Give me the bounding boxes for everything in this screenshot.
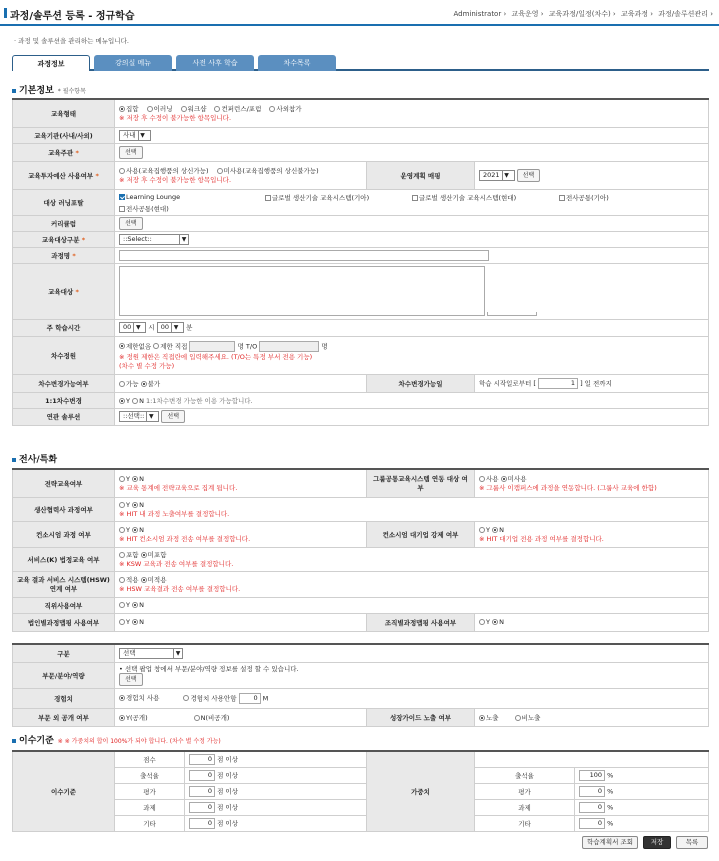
quota-label: 차수정원 <box>13 336 115 374</box>
consortium-note: ※ HIT 컨소시엄 과정 전송 여부를 결정합니다. <box>119 534 251 543</box>
radio-consortium-y[interactable] <box>119 527 125 533</box>
change-days-input[interactable]: 1 <box>538 378 578 389</box>
field-label: 부문/분야/역량 <box>13 662 115 688</box>
radio-quota-limited[interactable] <box>153 343 159 349</box>
chevron-down-icon: ▼ <box>179 235 188 244</box>
weight-eval-label: 평가 <box>475 783 575 799</box>
radio-hsw-noapply[interactable] <box>141 577 147 583</box>
chevron-down-icon: ▼ <box>138 131 147 140</box>
strategic-label: 전략교육여부 <box>13 469 115 497</box>
related-solution-label: 연관 솔루션 <box>13 408 115 425</box>
year-select[interactable]: 2021 ▼ <box>479 170 515 181</box>
related-solution-button[interactable]: 선택 <box>161 410 185 423</box>
page-header <box>0 0 719 26</box>
page-title: 과정/솔루션 등록 - 정규학습 <box>10 11 135 22</box>
target-label: 교육대상 * <box>13 263 115 319</box>
weight-attendance-input[interactable]: 100 <box>579 770 605 781</box>
radio-public-n[interactable] <box>194 715 200 721</box>
target-textarea[interactable] <box>119 266 485 316</box>
radio-duty-n[interactable] <box>132 602 138 608</box>
plan-mapping-label: 운영계획 매핑 <box>367 161 475 189</box>
section-completion-title: 이수기준 ※ ※ 가중치의 합이 100%가 되야 합니다. (차수 별 수정 가능) <box>12 733 221 746</box>
radio-corp-y[interactable] <box>119 619 125 625</box>
radio-consortium-n[interactable] <box>132 527 138 533</box>
section-bullet <box>12 89 16 93</box>
study-plan-button[interactable]: 학습계획서 조회 <box>582 836 638 849</box>
quota-to-input[interactable] <box>259 341 319 352</box>
strategic-note: ※ 교육 통계에 전략교육으로 집계 됩니다. <box>119 483 238 492</box>
radio-strategic-n[interactable] <box>132 476 138 482</box>
radio-group-ed[interactable] <box>119 106 125 112</box>
radio-consortium-big-y[interactable] <box>479 527 485 533</box>
radio-guide-show[interactable] <box>479 715 485 721</box>
completion-note: ※ ※ 가중치의 합이 100%가 되야 합니다. (차수 별 수정 가능) <box>57 738 221 745</box>
weekly-hours-label: 주 학습시간 <box>13 319 115 336</box>
target-class-select[interactable]: ::Select:: ▼ <box>119 234 189 245</box>
corp-mapping-label: 법인별과정맵핑 사용여부 <box>13 613 115 631</box>
section-special-title: 전사/특화 <box>12 452 57 465</box>
radio-public-y[interactable] <box>119 715 125 721</box>
radio-hsw-apply[interactable] <box>119 577 125 583</box>
breadcrumb-item[interactable]: 교육운영 <box>511 10 539 18</box>
radio-1to1-yes[interactable] <box>119 398 125 404</box>
criteria-task-input[interactable]: 0 <box>189 802 215 813</box>
weight-eval-input[interactable]: 0 <box>579 786 605 797</box>
production-label: 생산협력사 과정여부 <box>13 497 115 521</box>
special-table: 전략교육여부 Y N ※ 교육 통계에 전략교육으로 집계 됩니다. 그룹공통교육시스템 연동 대상 여부 사용 미사용 ※ 그룹사 이캠퍼스에 과정을 연동합니다. (그룹사 교육에 한함) 생산협력사 과정여부 Y N ※ HIT 내 과정 노출여부를 결정합니다. 컨소시엄 과정 여부 Y N ※ HIT 컨소시엄 과정 전송 여부를 결정합니다. 컨소시엄 대기업 강제 여부 Y N ※ HIT 대기업 전용 과정 여부를 결정합니다. 서비스(K) 법정교육 여부 포함 미포함 ※ KSW 교육과 전송 여부를 결정합니다. 교육 결과 서비스 시스템(HSW) 연계 여부 적용 미적용 ※ HSW 교육결과 전송 여부를 결정합니다. 직위사용여부 Y N 법인별과정맵핑 사용여부 Y N 조직별과정맵핑 사용여부 Y N <box>12 468 709 632</box>
ksw-label: 서비스(K) 법정교육 여부 <box>13 547 115 571</box>
weight-etc-label: 기타 <box>475 815 575 831</box>
criteria-score-label: 점수 <box>115 751 185 767</box>
radio-change-no[interactable] <box>141 381 147 387</box>
weight-etc-input[interactable]: 0 <box>579 818 605 829</box>
checkbox-global-hyundai[interactable] <box>412 195 418 201</box>
radio-conference[interactable] <box>214 106 220 112</box>
target-extra-input[interactable] <box>487 312 537 316</box>
group-label: 그룹공통교육시스템 연동 대상 여부 <box>367 469 475 497</box>
completion-table: 이수기준 점수 0 점 이상 가중치 출석율 0 점 이상 출석율 100 % 평가 0 점 이상 평가 0 % 과제 0 점 이상 과제 0 % 기타 0 점 이상 기타 0 % <box>12 750 709 832</box>
criteria-attendance-input[interactable]: 0 <box>189 770 215 781</box>
one-to-one-label: 1:1차수변경 <box>13 392 115 408</box>
breadcrumb: Administrator › 교육운영 › 교육과정/일정(차수) › 교육과정 › 과정/솔루션관리 › <box>453 10 713 18</box>
checkbox-common-hyundai[interactable] <box>119 206 125 212</box>
chevron-down-icon: ▼ <box>502 171 511 180</box>
hsw-label: 교육 결과 서비스 시스템(HSW) 연계 여부 <box>13 571 115 597</box>
section-bullet <box>12 739 16 743</box>
guide-label: 성장가이드 노출 여부 <box>367 708 475 726</box>
required-note: * 필수항목 <box>57 88 86 95</box>
course-name-label: 과정명 * <box>13 247 115 263</box>
invest-note: ※ 저장 후 수정이 불가능한 항목입니다. <box>119 176 232 184</box>
breadcrumb-item[interactable]: 교육과정/일정(차수) <box>548 10 611 18</box>
checkbox-learning-lounge[interactable] <box>119 194 125 200</box>
quota-note: ※ 정원 제한은 직접란에 입력해주세요. (T/O는 특정 부서 전용 기능) <box>119 352 313 361</box>
hours-select[interactable]: 00 ▼ <box>119 322 146 333</box>
criteria-task-label: 과제 <box>115 799 185 815</box>
radio-workshop[interactable] <box>181 106 187 112</box>
ksw-note: ※ KSW 교육과 전송 여부를 결정합니다. <box>119 560 234 568</box>
radio-org-y[interactable] <box>479 619 485 625</box>
category-table: 구분 선택 ▼ 부문/분야/역량 • 선택 팝업 창에서 부문/분야/역량 정보를 설정 할 수 있습니다. 선택 경험치 경험치 사용 경험치 사용안함 0 M 부문 외 공개 여부 Y(공개) N(비공개) 성장가이드 노출 여부 노출 비노출 <box>12 643 709 727</box>
basic-info-table: 교육형태 집합 이러닝 워크샵 컨퍼런스/포럼 사외참가 ※ 저장 후 수정이 불가능한 항목입니다. 교육기관(사내/사외) 사내 ▼ 교육주관 * 선택 교육투자예산 사용여부 * 사용(교육집행품의 상신가능) 미사용(교육집행품의 상신불가능) ※ 저장 후 수정이 불가능한 항목입니다. 운영계획 매핑 2021 ▼ 선택 대상 러닝포탈 Learning Lounge 글로벌 생산기술 교육시스템(기아) 글로벌 생산기술 교육시스템(현대) 전사공통(기아) 전사공통(현대) 커리큘럼 선택 교육대상구분 * ::Select:: ▼ 과정명 * 교육대상 * 주 학습시간 00 ▼ 시 00 ▼ 분 차수정원 제한없음 제한 직접 명 T/O 명 ※ 정원 제한은 직접란에 입력해주세요. (T/O는 특정 부서 전용 기능) (차수 별 수정 가능) 차수변경가능여부 가능 불가 차수변경가능일 학습 시작일로부터 [ 1 ] 일 전까지 1:1차수변경 Y N 1:1차수변경 가능한 이용 가능합니다. 연관 솔루션 ::선택:: ▼ 선택 <box>12 98 709 426</box>
completion-label: 이수기준 <box>13 751 115 831</box>
category-select[interactable]: 선택 ▼ <box>119 648 183 659</box>
quota-direct-input[interactable] <box>189 341 235 352</box>
course-name-input[interactable] <box>119 250 489 261</box>
radio-change-yes[interactable] <box>119 381 125 387</box>
checkbox-global-kia[interactable] <box>265 195 271 201</box>
checkbox-common-kia[interactable] <box>559 195 565 201</box>
chevron-down-icon: ▼ <box>133 323 142 332</box>
radio-strategic-y[interactable] <box>119 476 125 482</box>
radio-org-n[interactable] <box>492 619 498 625</box>
radio-exp-use[interactable] <box>119 695 125 701</box>
field-note: • 선택 팝업 창에서 부문/분야/역량 정보를 설정 할 수 있습니다. <box>119 665 299 673</box>
exp-label: 경험치 <box>13 688 115 708</box>
radio-corp-n[interactable] <box>132 619 138 625</box>
group-note: ※ 그룹사 이캠퍼스에 과정을 연동합니다. (그룹사 교육에 한함) <box>479 484 657 493</box>
consortium-label: 컨소시엄 과정 여부 <box>13 521 115 547</box>
curriculum-label: 커리큘럼 <box>13 215 115 231</box>
category-label: 구분 <box>13 644 115 662</box>
edu-host-label: 교육주관 * <box>13 143 115 161</box>
radio-ksw-include[interactable] <box>119 552 125 558</box>
quota-note-2: (차수 별 수정 가능) <box>119 361 175 370</box>
radio-1to1-no[interactable] <box>132 398 138 404</box>
edu-type-note: ※ 저장 후 수정이 불가능한 항목입니다. <box>119 114 232 123</box>
section-bullet <box>12 458 16 462</box>
radio-duty-y[interactable] <box>119 602 125 608</box>
weight-attendance-label: 출석율 <box>475 767 575 783</box>
criteria-eval-input[interactable]: 0 <box>189 786 215 797</box>
plan-select-button[interactable]: 선택 <box>517 169 541 182</box>
change-date-label: 차수변경가능일 <box>367 374 475 392</box>
minutes-select[interactable]: 00 ▼ <box>157 322 184 333</box>
list-button[interactable]: 목록 <box>676 836 708 849</box>
criteria-etc-input[interactable]: 0 <box>189 818 215 829</box>
weight-task-label: 과제 <box>475 799 575 815</box>
criteria-attendance-label: 출석율 <box>115 767 185 783</box>
radio-elearning[interactable] <box>147 106 153 112</box>
radio-consortium-big-n[interactable] <box>492 527 498 533</box>
tab-classroom-menu[interactable]: 강의실 메뉴 <box>94 55 172 71</box>
radio-exp-nouse[interactable] <box>183 695 189 701</box>
change-label: 차수변경가능여부 <box>13 374 115 392</box>
radio-production-y[interactable] <box>119 502 125 508</box>
title-bar-accent <box>4 8 7 18</box>
weight-label: 가중치 <box>367 751 475 831</box>
curriculum-select-button[interactable]: 선택 <box>119 217 143 230</box>
tab-bar <box>12 55 709 71</box>
related-solution-select[interactable]: ::선택:: ▼ <box>119 411 159 422</box>
duty-label: 직위사용여부 <box>13 597 115 613</box>
chevron-down-icon: ▼ <box>173 649 182 658</box>
breadcrumb-item[interactable]: 과정/솔루션관리 <box>658 10 708 18</box>
radio-group-use[interactable] <box>479 476 485 482</box>
breadcrumb-item[interactable]: 교육과정 <box>620 10 649 18</box>
page-description: · 과정 및 솔루션을 관리하는 메뉴입니다. <box>14 37 129 45</box>
radio-quota-unlimited[interactable] <box>119 343 125 349</box>
criteria-etc-label: 기타 <box>115 815 185 831</box>
radio-invest-nouse[interactable] <box>217 168 223 174</box>
portal-label: 대상 러닝포탈 <box>13 189 115 215</box>
consortium-big-label: 컨소시엄 대기업 강제 여부 <box>367 521 475 547</box>
radio-guide-hide[interactable] <box>515 715 521 721</box>
consortium-big-note: ※ HIT 대기업 전용 과정 여부를 결정합니다. <box>479 534 604 543</box>
tab-course-info[interactable]: 과정정보 <box>12 55 90 71</box>
target-class-label: 교육대상구분 * <box>13 231 115 247</box>
tab-pre-post-learning[interactable]: 사전 사후 학습 <box>176 55 254 71</box>
radio-invest-use[interactable] <box>119 168 125 174</box>
field-select-button[interactable]: 선택 <box>119 673 143 686</box>
weight-task-input[interactable]: 0 <box>579 802 605 813</box>
section-basic-title: 기본정보 * 필수항목 <box>12 83 86 96</box>
exp-input[interactable]: 0 <box>239 693 261 704</box>
chevron-down-icon: ▼ <box>171 323 180 332</box>
criteria-score-input[interactable]: 0 <box>189 754 215 765</box>
breadcrumb-item[interactable]: Administrator <box>453 10 502 18</box>
production-note: ※ HIT 내 과정 노출여부를 결정합니다. <box>119 509 230 518</box>
radio-group-nouse[interactable] <box>501 476 507 482</box>
edu-org-label: 교육기관(사내/사외) <box>13 127 115 143</box>
invest-label: 교육투자예산 사용여부 * <box>13 161 115 189</box>
tab-session-list[interactable]: 차수목록 <box>258 55 336 71</box>
criteria-eval-label: 평가 <box>115 783 185 799</box>
chevron-down-icon: ▼ <box>146 412 155 421</box>
hsw-note: ※ HSW 교육결과 전송 여부를 결정합니다. <box>119 585 241 593</box>
radio-ksw-exclude[interactable] <box>141 552 147 558</box>
edu-type-label: 교육형태 <box>13 99 115 127</box>
save-button[interactable]: 저장 <box>643 836 671 849</box>
one-to-one-note: 1:1차수변경 가능한 이용 가능합니다. <box>146 396 253 405</box>
radio-external[interactable] <box>269 106 275 112</box>
radio-production-n[interactable] <box>132 502 138 508</box>
public-label: 부문 외 공개 여부 <box>13 708 115 726</box>
org-mapping-label: 조직별과정맵핑 사용여부 <box>367 613 475 631</box>
edu-host-select-button[interactable]: 선택 <box>119 146 143 159</box>
edu-org-select[interactable]: 사내 ▼ <box>119 130 151 141</box>
